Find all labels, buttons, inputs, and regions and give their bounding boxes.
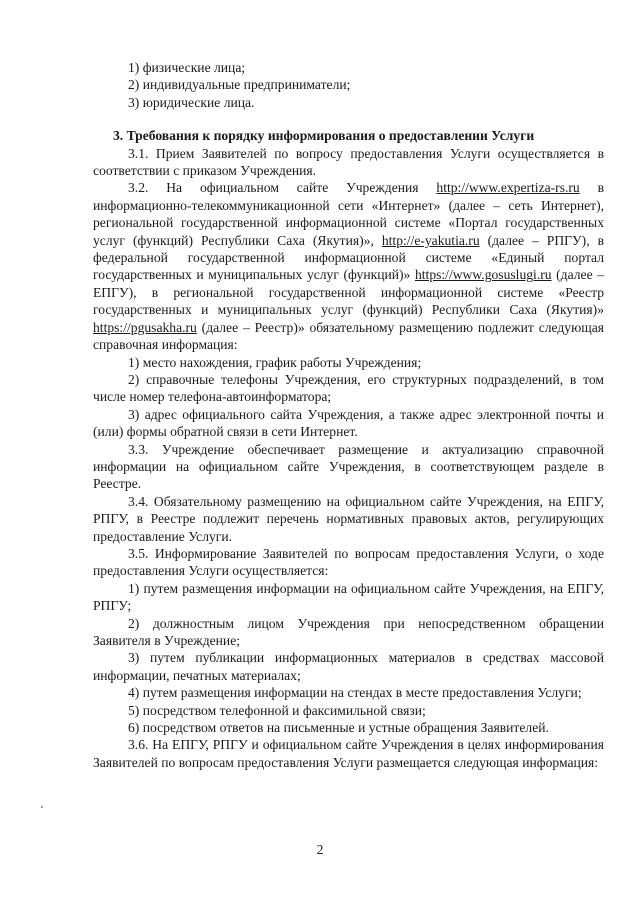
intro-list-item-1: 1) физические лица; [128,60,246,75]
section-heading: 3. Требования к порядку информирования о предоставлении Услуги [113,128,535,144]
paragraph-3-6: 3.6. На ЕПГУ, РПГУ и официальном сайте Учреждения в целях информирования Заявителей по вопросам предоставления Услуги размещается следующая информация: [93,737,604,770]
spacer [93,111,604,127]
paragraph-3-2-text-1: 3.2. На официальном сайте Учреждения [128,180,437,196]
list-3-2-item-3: 3) адрес официального сайта Учреждения, а также адрес электронной почты и (или) формы обратной связи в сети Интернет. [93,406,604,440]
list-3-5-item-6: 6) посредством ответов на письменные и устные обращения Заявителей. [128,720,549,736]
list-3-5-item-5: 5) посредством телефонной и факсимильной связи; [128,702,426,718]
list-3-5-item-3: 3) путем публикации информационных материалов в средствах массовой информации, печатных материалах; [93,650,604,683]
paragraph-3-2-text-5: (далее – Реестр)» обязательному размещению подлежит следующая справочная информация: [93,319,604,353]
list-3-2-item-2: 2) справочные телефоны Учреждения, его структурных подразделений, в том числе номер телефона-автоинформатора; [93,371,604,405]
paragraph-3-1: 3.1. Прием Заявителей по вопросу предоставления Услуги осуществляется в соответствии с приказом Учреждения. [93,145,604,179]
pgusakha-link[interactable]: https://pgusakha.ru [93,319,197,335]
list-3-2-item-1: 1) место нахождения, график работы Учреждения; [128,354,422,370]
paragraph-3-2-text-2: в информационно-телекоммуникационной сети «Интернет» (далее – сеть Интернет), региональной государственной информационной системе «Портал государственных услуг (функций) Республики Саха (Якутия)», [93,180,604,248]
gosuslugi-link[interactable]: https://www.gosuslugi.ru [414,267,552,283]
paragraph-3-4: 3.4. Обязательному размещению на официальном сайте Учреждения, на ЕПГУ, РПГУ, в Реестре подлежит перечень нормативных правовых актов, регулирующих предоставление Услуги. [93,493,604,544]
scan-speck [41,806,43,808]
paragraph-3-5: 3.5. Информирование Заявителей по вопросам предоставления Услуги, о ходе предоставления Услуги осуществляется: [93,545,604,579]
intro-list-item-2: 2) индивидуальные предприниматели; [128,77,351,93]
e-yakutia-link[interactable]: http://e-yakutia.ru [381,232,480,248]
expertiza-link[interactable]: http://www.expertiza-rs.ru [436,180,580,196]
document-body [93,59,604,771]
paragraph-3-3: 3.3. Учреждение обеспечивает размещение и актуализацию справочной информации на официальном сайте Учреждения, в соответствующем разделе в Реестре. [93,441,604,492]
paragraph-3-2-text-3: (далее – РПГУ), в федеральной государственной информационной системе «Единый портал государственных и муниципальных услуг (функций)» [93,232,604,283]
list-3-5-item-1: 1) путем размещения информации на официальном сайте Учреждения, на ЕПГУ, РПГУ; [93,580,604,614]
paragraph-3-2 [93,179,604,353]
list-3-5-item-2: 2) должностным лицом Учреждения при непосредственном обращении Заявителя в Учреждение; [93,615,604,648]
list-3-5-item-4: 4) путем размещения информации на стендах в месте предоставления Услуги; [128,685,582,701]
intro-list-item-3: 3) юридические лица. [128,94,255,110]
paragraph-3-2-text-4: (далее – ЕПГУ), в региональной государственной информационной системе «Реестр государственных и муниципальных услуг (функций) Республики Саха (Якутия)» [93,267,604,318]
page-number: 2 [316,842,324,857]
